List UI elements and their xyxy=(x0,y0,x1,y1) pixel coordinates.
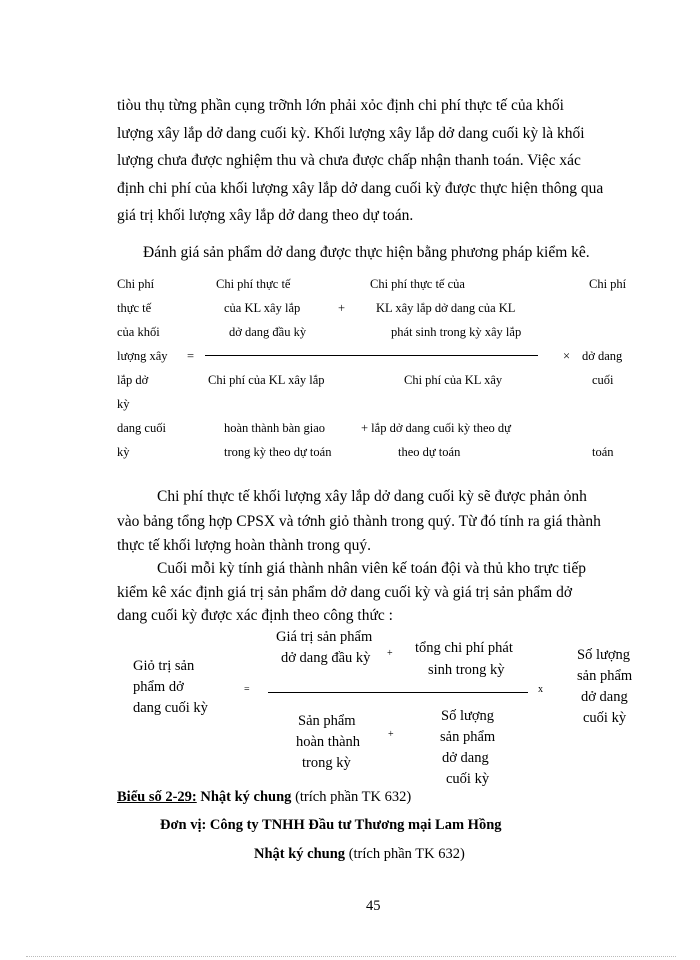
paragraph1-line1: tiòu thụ từng phần cụng trỡnh lớn phải xỏc định chi phí thực tế của khối xyxy=(117,97,564,114)
paragraph1-line2: lượng xây lắp dở dang cuối kỳ. Khối lượng xây lắp dở dang cuối kỳ là khối xyxy=(117,125,585,142)
f2-den-b-2: sản phẩm xyxy=(440,729,496,745)
page-bottom-border xyxy=(26,956,676,957)
paragraph1-line5: giá trị khối lượng xây lắp dở dang theo dự toán. xyxy=(117,207,414,224)
f1-right-2: dở dang xyxy=(582,349,623,363)
page-number: 45 xyxy=(366,898,381,914)
f2-left-1: Giỏ trị sản xyxy=(133,658,195,674)
paragraph1-line4: định chi phí của khối lượng xây lắp dở dang cuối kỳ được thực hiện thông qua xyxy=(117,180,604,197)
paragraph4-line3: dang cuối kỳ được xác định theo công thức : xyxy=(117,607,393,624)
f1-plus-bottom: + lắp dở dang cuối kỳ theo dự xyxy=(361,421,511,435)
f2-right-2: sản phẩm xyxy=(577,668,633,684)
bieu-so-note: (trích phần TK 632) xyxy=(291,789,412,805)
f1-left-2: thực tế xyxy=(117,301,152,315)
company-name: Đơn vị: Công ty TNHH Đầu tư Thương mại Lam Hồng xyxy=(160,817,502,833)
f2-times: x xyxy=(538,684,543,695)
f1-num-b-3: phát sinh trong kỳ xây lắp xyxy=(391,325,522,339)
f1-left-4: lượng xây xyxy=(117,349,168,363)
f2-den-a-1: Sản phẩm xyxy=(298,713,356,729)
paragraph2: Đánh giá sản phẩm dở dang được thực hiện bằng phương pháp kiểm kê. xyxy=(143,244,590,261)
f1-left-5: lắp dở xyxy=(117,373,149,387)
f2-fraction-line xyxy=(268,692,528,693)
f1-den-b-2: theo dự toán xyxy=(398,445,461,459)
paragraph3-line1: Chi phí thực tế khối lượng xây lắp dở dang cuối kỳ sẽ được phản ỏnh xyxy=(157,488,587,505)
f1-num-a-3: dở dang đầu kỳ xyxy=(229,325,307,339)
bieu-so-title: Nhật ký chung xyxy=(196,789,292,805)
f1-plus-top: + xyxy=(338,301,346,315)
f1-num-b-2: KL xây lắp dở dang của KL xyxy=(376,301,516,315)
f2-num-a-2: dở dang đầu kỳ xyxy=(281,650,371,666)
f2-left-2: phẩm dở xyxy=(133,679,184,695)
f2-den-b-4: cuối kỳ xyxy=(446,771,490,787)
f2-right-1: Số lượng xyxy=(577,647,630,663)
f2-left-3: dang cuối kỳ xyxy=(133,700,208,716)
f1-equals: = xyxy=(187,349,195,363)
journal-title: Nhật ký chung xyxy=(254,846,346,862)
bieu-so-label: Biểu số 2-29: xyxy=(117,789,197,805)
f1-num-a-2: của KL xây lắp xyxy=(224,301,301,315)
f2-den-a-2: hoàn thành xyxy=(296,734,361,750)
f1-right-1: Chi phí xyxy=(589,277,627,291)
f1-right-4: toán xyxy=(592,445,614,459)
paragraph1-line3: lượng chưa được nghiệm thu và chưa được chấp nhận thanh toán. Việc xác xyxy=(117,152,581,169)
f1-left-7: dang cuối xyxy=(117,421,166,435)
f2-num-a-1: Giá trị sản phẩm xyxy=(276,629,373,645)
f1-den-a-3: trong kỳ theo dự toán xyxy=(224,445,332,459)
f2-den-b-3: dở dang xyxy=(442,750,489,766)
f1-num-b-1: Chi phí thực tế của xyxy=(370,277,465,291)
f2-den-b-1: Số lượng xyxy=(441,708,494,724)
f1-times: × xyxy=(563,349,571,363)
journal-note: (trích phần TK 632) xyxy=(345,846,465,862)
paragraph3-line2: vào bảng tổng hợp CPSX và tớnh giỏ thành trong quý. Từ đó tính ra giá thành xyxy=(117,513,601,530)
bieu-so-line xyxy=(117,789,411,806)
f1-left-6: kỳ xyxy=(117,397,130,411)
f2-num-b-1: tổng chi phí phát xyxy=(415,640,513,656)
f2-plus-bottom: + xyxy=(388,729,394,740)
f1-den-b-1: Chi phí của KL xây xyxy=(404,373,503,387)
f2-right-3: dở dang xyxy=(581,689,628,705)
paragraph4-line1: Cuối mỗi kỳ tính giá thành nhân viên kế toán đội và thủ kho trực tiếp xyxy=(157,560,586,577)
f2-equals: = xyxy=(244,684,250,695)
f2-den-a-3: trong kỳ xyxy=(302,755,351,771)
f2-plus-top: + xyxy=(387,648,393,659)
f2-right-4: cuối kỳ xyxy=(583,710,627,726)
f2-num-b-2: sinh trong kỳ xyxy=(428,662,505,678)
f1-den-a-1: Chi phí của KL xây lắp xyxy=(208,373,325,387)
f1-left-3: của khối xyxy=(117,325,160,339)
f1-left-8: kỳ xyxy=(117,445,130,459)
f1-den-a-2: hoàn thành bàn giao xyxy=(224,421,326,435)
paragraph4-line2: kiểm kê xác định giá trị sản phẩm dở dang cuối kỳ và giá trị sản phẩm dở xyxy=(117,584,573,601)
f1-num-a-1: Chi phí thực tế xyxy=(216,277,291,291)
paragraph3-line3: thực tế khối lượng hoàn thành trong quý. xyxy=(117,537,372,554)
journal-title-line xyxy=(254,846,465,863)
f1-left-1: Chi phí xyxy=(117,277,155,291)
f1-fraction-line xyxy=(205,355,538,356)
f1-right-3: cuối xyxy=(592,373,614,387)
